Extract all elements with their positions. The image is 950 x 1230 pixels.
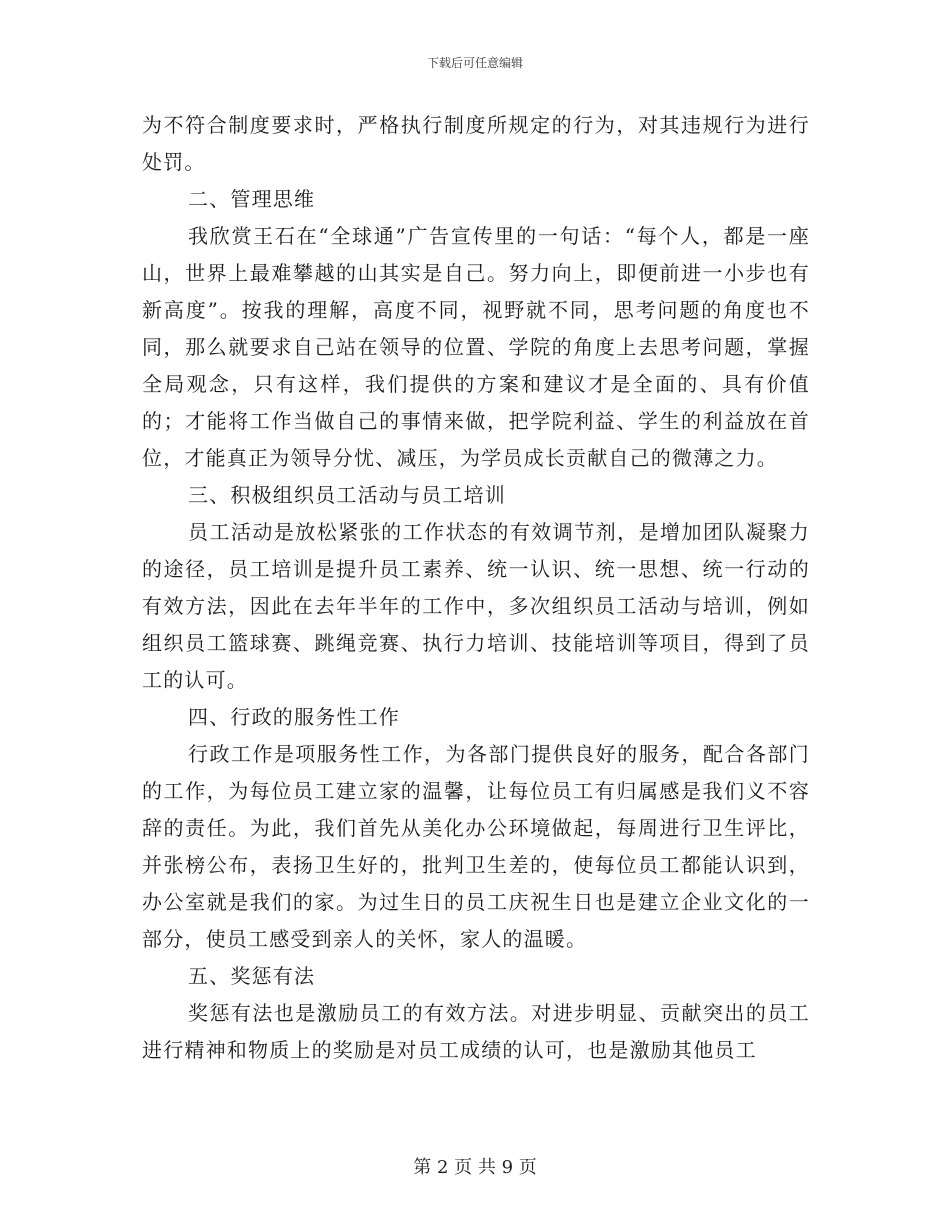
section-heading-staff-activities: 三、积极组织员工活动与员工培训: [188, 483, 506, 507]
page-number: 第 2 页 共 9 页: [413, 1157, 537, 1178]
paragraph-management-thinking: 我欣赏王石在“全球通”广告宣传里的一句话：“每个人，都是一座山，世界上最难攀越的山其实是自己。努力向上，即便前进一小步也有新高度”。按我的理解，高度不同，视野就不同，思考问题的角度也不同，那么就要求自己站在领导的位置、学院的角度上去思考问题，掌握全局观念，只有这样，我们提供的方案和建议才是全面的、具有价值的；才能将工作当做自己的事情来做，把学院利益、学生的利益放在首位，才能真正为领导分忧、减压，为学员成长贡献自己的微薄之力。: [142, 224, 810, 470]
section-heading-management-thinking: 二、管理思维: [188, 187, 316, 211]
header-note: 下载后可任意编辑: [426, 56, 523, 70]
paragraph-staff-activities: 员工活动是放松紧张的工作状态的有效调节剂，是增加团队凝聚力的途径，员工培训是提升员工素养、统一认识、统一思想、统一行动的有效方法，因此在去年半年的工作中，多次组织员工活动与培训，例如组织员工篮球赛、跳绳竞赛、执行力培训、技能培训等项目，得到了员工的认可。: [142, 520, 810, 692]
document-body: [142, 107, 810, 1069]
section-heading-rewards: 五、奖惩有法: [188, 964, 316, 988]
paragraph-continued: 为不符合制度要求时，严格执行制度所规定的行为，对其违规行为进行处罚。: [142, 113, 810, 174]
section-heading-admin-service: 四、行政的服务性工作: [188, 705, 400, 729]
paragraph-admin-service: 行政工作是项服务性工作，为各部门提供良好的服务，配合各部门的工作，为每位员工建立家的温馨，让每位员工有归属感是我们义不容辞的责任。为此，我们首先从美化办公环境做起，每周进行卫生评比，并张榜公布，表扬卫生好的，批判卫生差的，使每位员工都能认识到，办公室就是我们的家。为过生日的员工庆祝生日也是建立企业文化的一部分，使员工感受到亲人的关怀，家人的温暖。: [142, 742, 810, 951]
paragraph-rewards: 奖惩有法也是激励员工的有效方法。对进步明显、贡献突出的员工进行精神和物质上的奖励是对员工成绩的认可，也是激励其他员工: [142, 1001, 810, 1062]
